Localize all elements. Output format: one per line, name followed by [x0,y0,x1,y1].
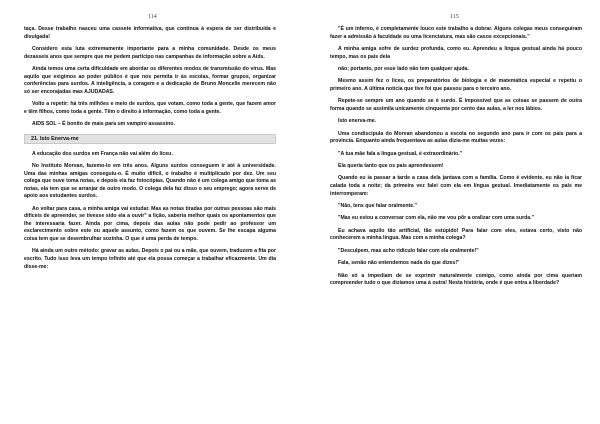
paragraph: "Desculpem, mas acho ridículo falar com ela oralmente!" [338,247,479,254]
paragraph: "Mas eu estou a conversar com ela, não me vou pôr a oralizar com uma surda." [338,215,535,222]
page-content [24,26,276,276]
paragraph: No Instituto Morvan, fazemo-lo em três anos. Alguns surdos conseguem ir até à universidade. Uma das minhas amigas conseguiu-o. É muito difícil, o trabalho é multiplicado por dez. Um seu colega que ouve toma notas, e depois ela faz fotocópias. Quando não é um colega amigo que toma as notas, ela tem que se arranjar de outro modo. O colega dela faz disso o seu emprego; agora serve de apoio aos estudantes surdos. [24,162,276,200]
paragraph: Ainda temos uma certa dificuldade em abordar os diferentes modos de transmissão do vírus. Mas aquilo que exigimos ao poder público é que nos permita ir às escolas, formar grupos, organizar conferências para surdos. A inteligência, a coragem e a dedicação de Bruno Moncelle merecem não só ser encorajadas mas AJUDADAS. [24,65,276,95]
paragraph: Considero esta luta extremamente importante para a minha comunidade. Desde os meus dezasseis anos que sempre que me pedem participo nas campanhas de informação sobre a Aids. [24,45,276,60]
paragraph: "A tua mãe fala a língua gestual, é extraordinário." [338,150,463,157]
paragraph: Não só a impediam de se exprimir naturalmente comigo, como ainda por cima queriam compreender tudo o que dizíamos uma à outra! Nesta história, onde é que entra a liberdade? [330,272,582,287]
paragraph: Uma condiscípula do Morvan abandonou a escola no segundo ano para ir com os pais para a província. Enquanto ainda frequentava as aulas dizia-me muitas vezes: [330,130,582,145]
page-number: 114 [148,14,157,20]
paragraph: Ela queria tanto que os pais aprendessem! [338,163,444,170]
paragraph: Volto a repetir: há três milhões e meio de surdos, que votam, como toda a gente, que fazem amor e têm filhos, como toda a gente. Têm o direito à informação, como toda a gente. [24,101,276,115]
paragraph: AIDS SOL – É bonito de mais para um vampiro assassino. [32,121,175,128]
paragraph: Há ainda um outro método: gravar as aulas. Depois o pai ou a mãe, que ouvem, traduzem a fita por escrito. Tudo isso leva um tempo infinito até que ela possa começar a trabalhar eficazmente. Um dia disse-me: [24,248,276,270]
paragraph: A minha amiga sofre de surdez profunda, como eu. Aprendeu a língua gestual ainda há pouco tempo, mas os pais dela [330,45,582,60]
paragraph: não; portanto, por esse lado não tem qualquer ajuda. [338,65,469,72]
section-heading: 21. Isto Enerva-me [24,134,276,144]
paragraph: Isto enerva-me. [338,118,377,125]
paragraph: Quando eu ia passar a tarde a casa dela jantava com a família. Como é evidente, eu não ia ficar calada toda a noite; da primeira vez falei com ela em língua gestual. Imediatamente os pais me interromperam: [330,175,582,197]
paragraph: "É um inferno, é completamente louco este trabalho a dobrar. Alguns colegas meus conseguiram fazer a admissão à faculdade ou uma licenciatura, mas são casos excepcionais." [330,26,582,40]
paragraph: Ao voltar para casa, a minha amiga vai estudar. Mas as notas tiradas por outras pessoas são mais difíceis de apreender, se tivesse sido ela a ouvir" a lição, saberia melhor quais os apontamentos que lhe interessaria fazer. Ainda por cima, depois das aulas não pode pedir ao professor um esclarecimento sobre este ou aquele assunto, como fazem os que ouvem. Se lhe escapa alguma coisa tem que se desembrulhar sozinha. O que é uma perda de tempo. [24,205,276,243]
page-content [330,26,582,293]
paragraph: Fala, senão não entendemos nada do que dizes!" [338,260,460,267]
page-number: 115 [450,14,459,20]
paragraph: Mesmo assim fez o liceu, os preparatórios de biologia e de matemática especial e repetiu o primeiro ano. A última notícia que tive foi que passou para o terceiro ano. [330,78,582,92]
paragraph: "Não, tens que falar oralmente." [338,203,418,210]
right-page [300,0,600,424]
paragraph: A educação dos surdos em França não vai além do liceu. [32,150,173,157]
paragraph: Repete-se sempre um ano quando se é surdo. É impossível que as coisas se passem de outra forma quando se assimila unicamente cinquenta por cento das aulas, a ler nos lábios. [330,98,582,112]
paragraph: taça. Desse trabalho nasceu uma cassete informativa, que continua à espera de ser distribuída e divulgada! [24,26,276,40]
paragraph: Eu achava aquilo tão artificial, tão estúpido! Para falar com eles, estava certo, visto não conhecerem a minha língua. Mas com a minha colega? [330,227,582,242]
